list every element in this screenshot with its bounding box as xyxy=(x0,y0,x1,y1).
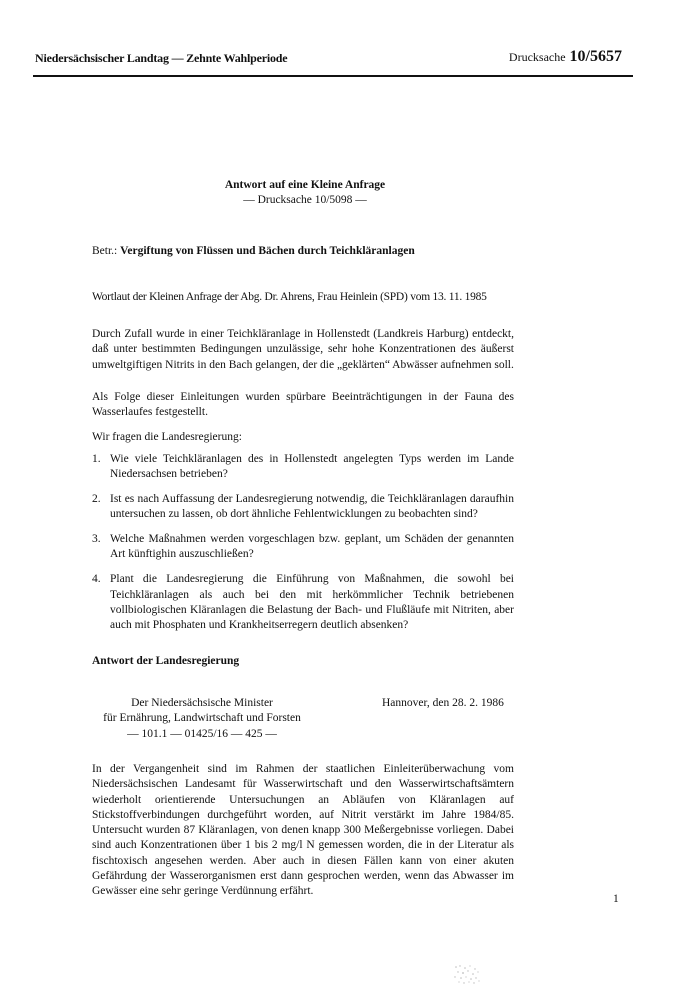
question-text: Plant die Landesregierung die Einführung von Maßnahmen, die sowohl bei Teichkläranlagen als auch bei den mit herkömmlicher Technik betriebenen vollbiologischen Kläranlagen die Belastung der Bach- und Flußläufe mit Nitriten, aber auch mit Phosphaten und Krankheitserregern deutlich absenken? xyxy=(110,573,514,632)
subject-text: Vergiftung von Flüssen und Bächen durch Teichkläranlagen xyxy=(120,245,415,257)
page-number: 1 xyxy=(613,893,619,905)
question-number: 2. xyxy=(92,493,101,506)
drucksache-label: Drucksache xyxy=(508,50,566,64)
question-number: 1. xyxy=(92,453,101,465)
parliament-header: Niedersächsischer Landtag — Zehnte Wahlperiode xyxy=(35,51,288,65)
question-text: Welche Maßnahmen werden vorgeschlagen bzw. geplant, um Schäden der genannten Art künftighin auszuschließen? xyxy=(110,533,514,561)
header-rule xyxy=(33,75,633,77)
answer-paragraph: In der Vergangenheit sind im Rahmen der staatlichen Einleiterüberwachung vom Niedersächsischen Landesamt für Wasserwirtschaft und den Wasserwirtschaftsämtern wiederholt orientierende Untersuchungen an Abläufen von Kläranlagen auf Stickstoffverbindungen durchgeführt worden, auf Nitrit verstärkt im Jahre 1984/85. Untersucht wurden 87 Kläranlagen, von denen knapp 300 Meßergebnisse vorliegen. Dabei sind auch Konzentrationen über 1 bis 2 mg/l N gemessen worden, die in der Literatur als fischtoxisch angesehen werden. Aber auch in diesen Fällen kann von einer akuten Gefährdung der Wasserorganismen erst dann gesprochen werden, wenn das Abwasser im Gewässer eine sehr geringe Verdünnung erfährt. xyxy=(92,763,514,898)
faint-stamp-mark xyxy=(452,963,482,985)
question-text: Wie viele Teichkläranlagen des in Hollenstedt angelegten Typs werden im Lande Niedersachsen betrieben? xyxy=(110,453,514,481)
subject-line xyxy=(92,244,514,259)
question-item xyxy=(92,572,514,633)
ministry-line-1: Der Niedersächsische Minister xyxy=(131,697,273,709)
inquiry-paragraph-3: Wir fragen die Landesregierung: xyxy=(92,431,242,443)
question-number: 4. xyxy=(92,573,101,586)
question-list xyxy=(92,452,514,643)
question-text: Ist es nach Auffassung der Landesregierung notwendig, die Teichkläranlagen daraufhin untersuchen zu lassen, ob dort ähnliche Fehlentwicklungen zu beobachten sind? xyxy=(110,493,514,521)
drucksache-reference xyxy=(509,48,622,66)
drucksache-number: 10/5657 xyxy=(569,48,622,65)
ministry-file-number: — 101.1 — 01425/16 — 425 — xyxy=(127,727,277,740)
answer-heading: Antwort der Landesregierung xyxy=(92,655,240,667)
question-item xyxy=(92,532,514,563)
question-item xyxy=(92,452,514,483)
ministry-sender xyxy=(92,696,312,742)
inquiry-paragraph-2: Als Folge dieser Einleitungen wurden spürbare Beeinträchtigungen in der Fauna des Wasserlaufes festgestellt. xyxy=(92,391,514,419)
reply-heading-title: Antwort auf eine Kleine Anfrage xyxy=(224,179,386,191)
question-item xyxy=(92,492,514,523)
inquiry-paragraph-1: Durch Zufall wurde in einer Teichkläranlage in Hollenstedt (Landkreis Harburg) entdeckt, daß unter bestimmten Bedingungen unzulässige, sehr hohe Konzentrationen des äußerst umweltgiftigen Nitrits in den Bach gelangen, der die „geklärten“ Abwässer aufnehmen soll. xyxy=(92,328,514,371)
question-number: 3. xyxy=(92,533,101,546)
ministry-line-2: für Ernährung, Landwirtschaft und Forsten xyxy=(103,712,301,725)
inquiry-origin: Wortlaut der Kleinen Anfrage der Abg. Dr. Ahrens, Frau Heinlein (SPD) vom 13. 11. 1985 xyxy=(92,291,487,303)
reply-heading-reference: — Drucksache 10/5098 — xyxy=(243,194,367,206)
place-and-date: Hannover, den 28. 2. 1986 xyxy=(382,697,504,709)
reply-heading xyxy=(0,178,610,208)
subject-prefix: Betr.: xyxy=(92,245,118,257)
